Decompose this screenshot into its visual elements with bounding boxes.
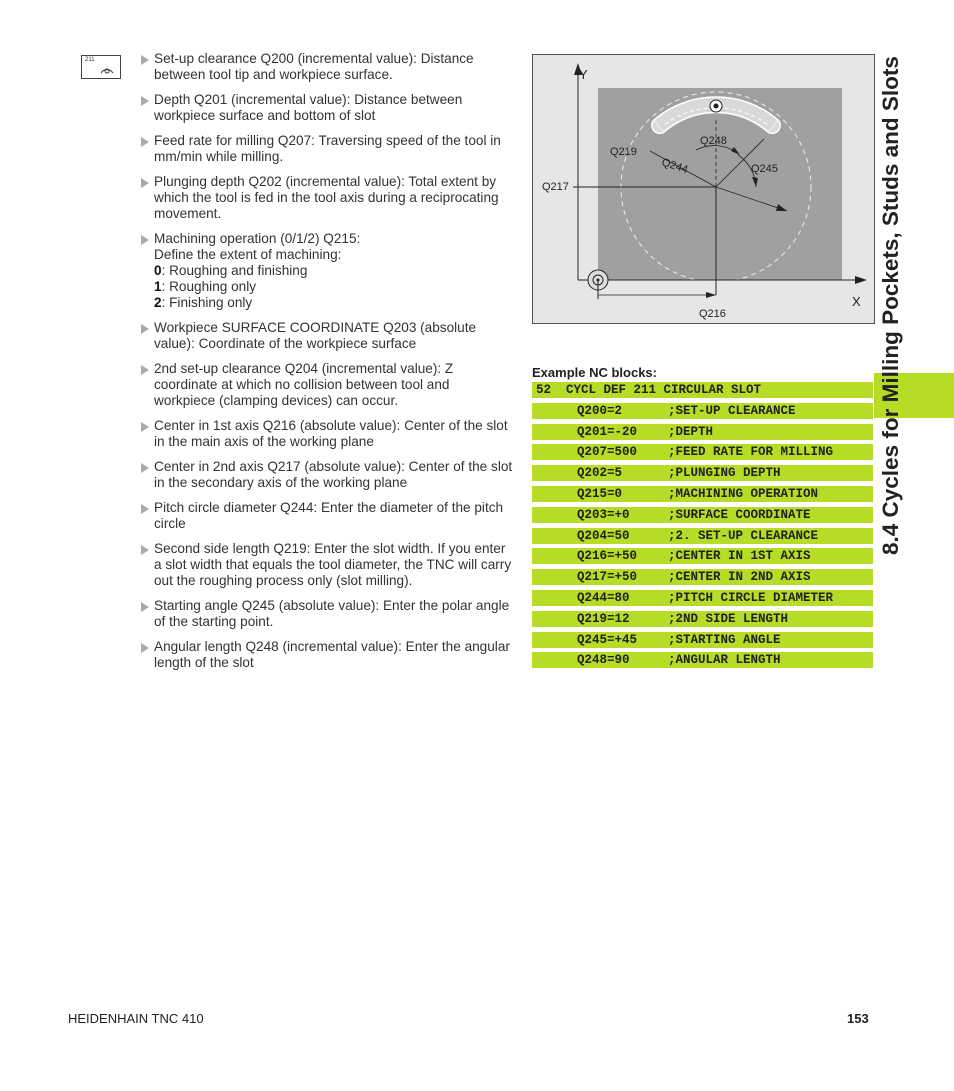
footer-manual: HEIDENHAIN TNC 410 <box>68 1011 204 1026</box>
nc-comment: ;2. SET-UP CLEARANCE <box>668 528 819 543</box>
nc-code: Q245=+45 <box>577 632 638 647</box>
nc-comment: ;PLUNGING DEPTH <box>668 466 781 481</box>
parameter-item <box>141 133 513 165</box>
nc-blocks <box>532 382 873 673</box>
parameter-item <box>141 418 513 450</box>
axis-x-label: X <box>852 294 861 309</box>
example-title: Example NC blocks: <box>532 365 657 380</box>
nc-block-row <box>532 465 873 481</box>
parameter-text: Machining operation (0/1/2) Q215: <box>154 231 361 246</box>
parameter-item <box>141 231 513 311</box>
bullet-arrow-icon <box>141 422 149 432</box>
cycle-number: 211 <box>85 57 95 63</box>
nc-comment: ;CENTER IN 2ND AXIS <box>668 570 811 585</box>
q217-label: Q217 <box>542 181 569 193</box>
parameter-text: Center in 2nd axis Q217 (absolute value): Center of the slot in the secondary axis of the working plane <box>154 459 513 490</box>
nc-block-row <box>532 382 873 398</box>
nc-comment: ;2ND SIDE LENGTH <box>668 611 789 626</box>
parameter-item <box>141 459 513 491</box>
parameter-list <box>141 51 513 680</box>
bullet-arrow-icon <box>141 137 149 147</box>
nc-code: Q219=12 <box>577 611 630 626</box>
option-key: 0 <box>154 263 162 278</box>
bullet-arrow-icon <box>141 504 149 514</box>
parameter-text: Starting angle Q245 (absolute value): Enter the polar angle of the starting point. <box>154 598 510 629</box>
nc-block-row <box>532 444 873 460</box>
nc-code: Q203=+0 <box>577 507 630 522</box>
parameter-text: Pitch circle diameter Q244: Enter the diameter of the pitch circle <box>154 500 504 531</box>
parameter-text: Plunging depth Q202 (incremental value): Total extent by which the tool is fed in the tool axis during a reciprocating movement. <box>154 174 499 221</box>
parameter-item <box>141 541 513 589</box>
nc-code: Q217=+50 <box>577 570 638 585</box>
page-number: 153 <box>847 1011 869 1026</box>
parameter-text: Center in 1st axis Q216 (absolute value): Center of the slot in the main axis of the working plane <box>154 418 508 449</box>
q219-label: Q219 <box>610 146 637 158</box>
bullet-arrow-icon <box>141 178 149 188</box>
nc-comment: ;CENTER IN 1ST AXIS <box>668 549 811 564</box>
parameter-text: Feed rate for milling Q207: Traversing speed of the tool in mm/min while milling. <box>154 133 501 164</box>
workpiece <box>598 88 842 280</box>
q245-label: Q245 <box>751 163 778 175</box>
slot-glyph-icon <box>99 65 115 75</box>
nc-code: Q215=0 <box>577 486 623 501</box>
parameter-text: Workpiece SURFACE COORDINATE Q203 (absolute value): Coordinate of the workpiece surface <box>154 320 477 351</box>
nc-code: Q207=500 <box>577 445 638 460</box>
nc-comment: ;SURFACE COORDINATE <box>668 507 811 522</box>
nc-comment: ;DEPTH <box>668 424 714 439</box>
option-key: 1 <box>154 279 162 294</box>
nc-block-row <box>532 507 873 523</box>
parameter-text: Angular length Q248 (incremental value): Enter the angular length of the slot <box>154 639 510 670</box>
parameter-item <box>141 92 513 124</box>
parameter-item <box>141 320 513 352</box>
nc-block-row <box>532 569 873 585</box>
nc-block-row <box>532 652 873 668</box>
option-text: : Roughing only <box>161 279 257 294</box>
q216-label: Q216 <box>699 308 726 320</box>
option-item <box>154 295 513 311</box>
nc-comment: ;MACHINING OPERATION <box>668 486 819 501</box>
axis-y-label: Y <box>579 67 588 82</box>
parameter-item <box>141 500 513 532</box>
figure-drawing <box>533 55 874 323</box>
nc-code: Q202=5 <box>577 466 623 481</box>
option-text: : Roughing and finishing <box>161 263 308 278</box>
bullet-arrow-icon <box>141 324 149 334</box>
parameter-text: Set-up clearance Q200 (incremental value): Distance between tool tip and workpiece surface. <box>154 51 474 82</box>
nc-block-row <box>532 403 873 419</box>
nc-code: Q248=90 <box>577 653 630 668</box>
bullet-arrow-icon <box>141 235 149 245</box>
bullet-arrow-icon <box>141 545 149 555</box>
chapter-title-text: 8.4 Cycles for Milling Pockets, Studs and Slots <box>878 56 903 555</box>
nc-comment: ;STARTING ANGLE <box>668 632 781 647</box>
nc-code: Q244=80 <box>577 590 630 605</box>
bullet-arrow-icon <box>141 463 149 473</box>
parameter-text: Depth Q201 (incremental value): Distance between workpiece surface and bottom of slot <box>154 92 463 123</box>
nc-code: 52 CYCL DEF 211 CIRCULAR SLOT <box>536 383 762 397</box>
option-item <box>154 263 513 279</box>
nc-comment: ;SET-UP CLEARANCE <box>668 403 796 418</box>
bullet-arrow-icon <box>141 96 149 106</box>
parameter-item <box>141 174 513 222</box>
bullet-arrow-icon <box>141 602 149 612</box>
nc-block-row <box>532 590 873 606</box>
q248-label: Q248 <box>700 135 727 147</box>
nc-block-row <box>532 528 873 544</box>
bullet-arrow-icon <box>141 643 149 653</box>
nc-comment: ;FEED RATE FOR MILLING <box>668 445 834 460</box>
parameter-text: 2nd set-up clearance Q204 (incremental value): Z coordinate at which no collision between tool and workpiece (clamping devices) can occur. <box>154 361 454 408</box>
option-key: 2 <box>154 295 162 310</box>
nc-comment: ;ANGULAR LENGTH <box>668 653 781 668</box>
nc-code: Q200=2 <box>577 403 623 418</box>
parameter-text: Define the extent of machining: <box>154 247 342 262</box>
bullet-arrow-icon <box>141 55 149 65</box>
option-text: : Finishing only <box>161 295 253 310</box>
parameter-item <box>141 51 513 83</box>
nc-block-row <box>532 486 873 502</box>
parameter-item <box>141 598 513 630</box>
circular-slot-figure <box>532 54 875 324</box>
nc-block-row <box>532 632 873 648</box>
parameter-text: Second side length Q219: Enter the slot width. If you enter a slot width that equals the tool diameter, the TNC will carry out the roughing process only (slot milling). <box>154 541 512 588</box>
parameter-item <box>141 639 513 671</box>
nc-comment: ;PITCH CIRCLE DIAMETER <box>668 590 834 605</box>
q244-label: Q244 <box>660 156 690 177</box>
cycle-211-icon <box>81 55 121 79</box>
nc-code: Q201=-20 <box>577 424 638 439</box>
nc-block-row <box>532 424 873 440</box>
nc-block-row <box>532 548 873 564</box>
option-item <box>154 279 513 295</box>
nc-block-row <box>532 611 873 627</box>
bullet-arrow-icon <box>141 365 149 375</box>
parameter-item <box>141 361 513 409</box>
nc-code: Q216=+50 <box>577 549 638 564</box>
nc-code: Q204=50 <box>577 528 630 543</box>
